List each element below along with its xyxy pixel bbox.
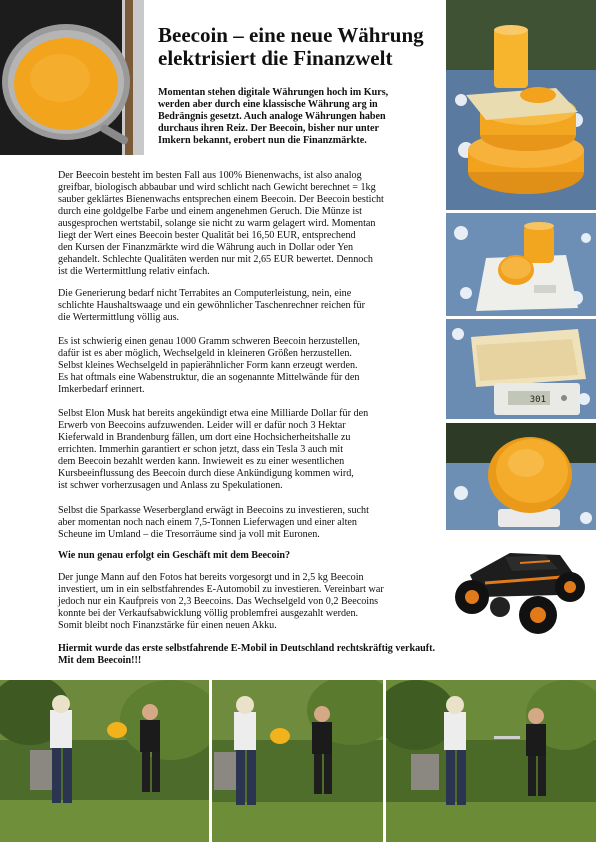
paragraph-transaction: Der junge Mann auf den Fotos hat bereits vorgesorgt und in 2,5 kg Beecoin investiert, um in ein selbstfahrendes E-Automobil zu investieren. Vereinbart war jedoch nur ein Kaufpreis von 2,3 Beecoins. Das Wechselgeld von 0,2 Beecoins konnte bei der Verkaufsabwicklung völlig problemfrei ausgezahlt werden. Somit bleibt noch Finanzstärke für einen neuen Akku. [58,572,384,632]
photo-wax-in-pot [0,0,144,155]
paragraph-sparkasse: Selbst die Sparkasse Weserbergland erwägt in Beecoins zu investieren, sucht aber momentan noch nach einem 7,5-Tonnen Lieferwagen und einer alten Scheune im Umland – die Tresorräume sind ja voll mit Euronen. [58,505,369,541]
closing-statement: Hiermit wurde das erste selbstfahrende E-Mobil in Deutschland rechtskräftig verkauft. Mit dem Beecoin!!! [58,643,436,667]
scale-display-reading: 301 [529,395,546,405]
paragraph-change-money: Es ist schwierig einen genau 1000 Gramm schweren Beecoin herzustellen, dafür ist es aber möglich, Wechselgeld in kleineren Größen herzustellen. Selbst kleines Wechselgeld in papierähnlicher Form kann erzeugt werden. Es hat oftmals eine Wabenstruktur, die an sogenannte Mittelwände für den Imkerbedarf erinnert. [58,336,360,396]
paragraph-generation: Die Generierung bedarf nicht Terrabites an Computerleistung, nein, eine schlichte Haushaltswaage und ein gewöhnlicher Taschenrechner reichen für die Wertermittlung völlig aus. [58,288,365,324]
page-title [158,24,424,70]
paragraph-elon-musk: Selbst Elon Musk hat bereits angekündigt etwa eine Milliarde Dollar für den Erwerb von Beecoins aufzuwenden. Leider will er dafür noch 3 Hektar Kieferwald in Brandenburg fällen, um dort eine Hochsicherheitshalle zu errichten. Immerhin garantiert er schon jetzt, dass ein Tesla 3 auch mit dem Beecoin bezahlt werden kann. Inwieweit es zu einer wesentlichen Kursbeeinflussung des Beecoin durch diese Ankündigung kommen wird, ist schwer vorherzusagen und Anlass zu Spekulationen. [58,408,369,492]
section-question: Wie nun genau erfolgt ein Geschäft mit dem Beecoin? [58,550,291,561]
lead-paragraph: Momentan stehen digitale Währungen hoch im Kurs, werden aber durch eine klassische Währung arg in Bedrängnis gesetzt. Auch analoge Währungen haben durchaus ihren Reiz. Der Beecoin, bisher nur unter Imkern bekannt, erobert nun die Finanzmärkte. [158,87,389,147]
photo-wax-blocks-stack [446,0,596,210]
photo-garden-handover-1 [0,680,209,842]
photo-scale-wax-sheets [446,319,596,419]
title-line-1: Beecoin – eine neue Währung [158,23,424,47]
photo-rc-car [450,535,590,640]
photo-scale-small-coins [446,213,596,316]
photo-scale-large-coin [446,423,596,530]
photo-garden-handover-2 [212,680,383,842]
title-line-2: elektrisiert die Finanzwelt [158,46,393,70]
photo-garden-handover-3 [386,680,596,842]
paragraph-definition: Der Beecoin besteht im besten Fall aus 100% Bienenwachs, ist also analog greifbar, biologisch abbaubar und wird schlicht nach Gewicht berechnet = 1kg sauber geklärtes Bienenwachs entsprechen einem Beecoin. Der Beecoin besticht durch eine goldgelbe Farbe und einem angenehmen Geruch. Die Münze ist ausgesprochen wertstabil, solange sie nicht zu warm gelagert wird. Momentan liegt der Wert eines Beecoin bester Qualität bei 16,50 EUR, entsprechend den Kursen der Finanzmärkte wird die Währung auch in Dollar oder Yen gehandelt. Schlechte Qualitäten werden nur mit 2,65 EUR bewertet. Dennoch ist die Wertermittlung relativ einfach. [58,170,384,278]
